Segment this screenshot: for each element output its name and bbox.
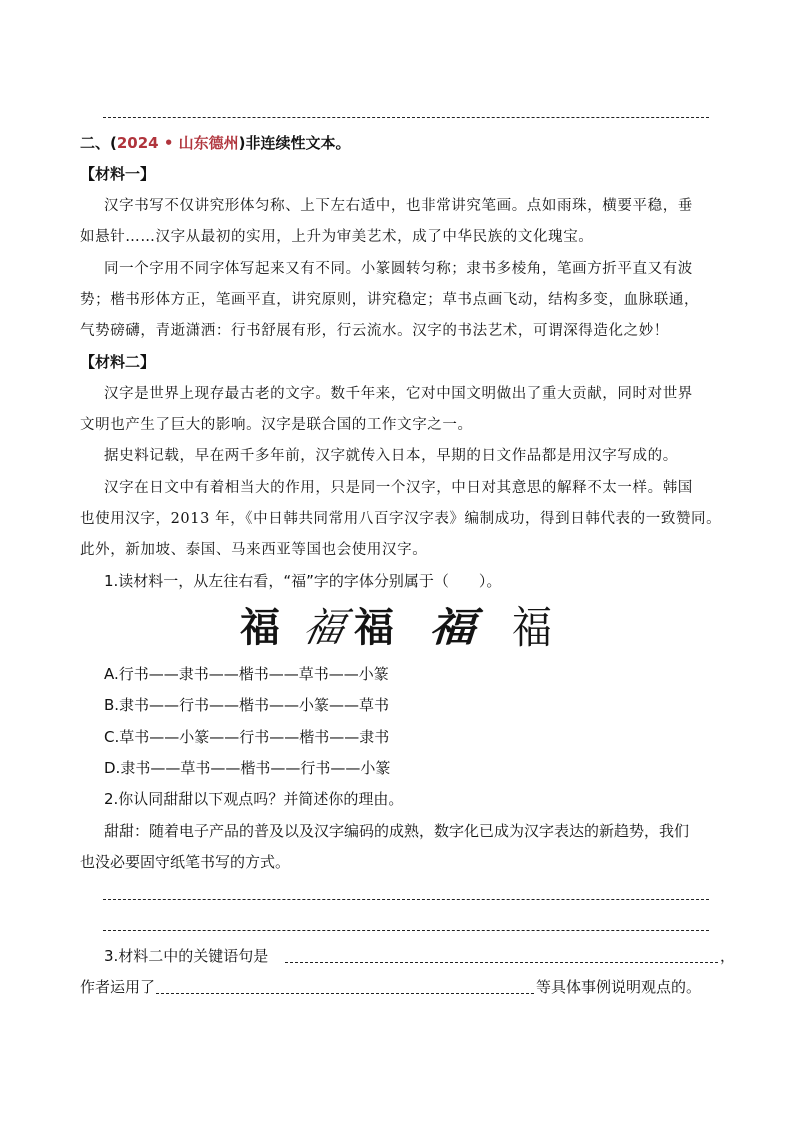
material-one-heading: 【材料一】: [80, 165, 156, 183]
fu-glyph-4: 福: [425, 605, 487, 651]
material-one-paragraph: 同一个字用不同字体写起来又有不同。小篆圆转匀称；隶书多棱角，笔画方折平直又有波: [104, 261, 693, 277]
question-two-quote: 甜甜：随着电子产品的普及以及汉字编码的成熟，数字化已成为汉字表达的新趋势，我们: [104, 822, 690, 840]
answer-line[interactable]: [103, 117, 709, 118]
question-three-comma: ，: [720, 947, 736, 965]
question-two-stem: 2.你认同甜甜以下观点吗？并简述你的理由。: [104, 790, 404, 808]
material-one-paragraph: 汉字书写不仅讲究形体匀称、上下左右适中，也非常讲究笔画。点如雨珠，横要平稳，垂: [104, 198, 693, 214]
section-title: [80, 133, 351, 153]
question-one-stem: 1.读材料一，从左往右看，“福”字的字体分别属于（ ）。: [104, 572, 502, 590]
section-title-prefix: 二、(: [80, 134, 117, 152]
material-two-heading: 【材料二】: [80, 353, 156, 371]
option-c[interactable]: C.草书——小篆——行书——楷书——隶书: [104, 728, 390, 746]
fu-glyph-1: 福: [240, 605, 280, 651]
calligraphy-figure: [236, 604, 566, 652]
question-three-prefix: 3.材料二中的关键语句是: [104, 947, 269, 965]
material-two-paragraph: 也使用汉字，2013 年，《中日韩共同常用八百字汉字表》编制成功，得到日韩代表的一致赞同。: [80, 511, 722, 527]
material-two-paragraph: 文明也产生了巨大的影响。汉字是联合国的工作文字之一。: [80, 417, 473, 433]
answer-blank-key-sentence[interactable]: [285, 962, 718, 963]
option-a[interactable]: A.行书——隶书——楷书——草书——小篆: [104, 665, 389, 683]
fu-glyph-3: 福: [354, 604, 394, 651]
material-one-paragraph: 如悬针……汉字从最初的实用，上升为审美艺术，成了中华民族的文化瑰宝。: [80, 229, 594, 245]
material-two-paragraph: 据史料记载，早在两千多年前，汉字就传入日本，早期的日文作品都是用汉字写成的。: [104, 448, 678, 464]
question-three-line-two-suffix: 等具体事例说明观点的。: [536, 978, 702, 996]
material-one-paragraph: 气势磅礴，青逝潇洒：行书舒展有形，行云流水。汉字的书法艺术，可谓深得造化之妙！: [80, 323, 669, 339]
section-title-suffix: )非连续性文本。: [238, 134, 351, 152]
question-three-line-one: [104, 946, 268, 966]
answer-line[interactable]: [103, 930, 709, 931]
answer-blank-examples[interactable]: [156, 993, 534, 994]
question-two-quote: 也没必要固守纸笔书写的方式。: [80, 853, 291, 871]
material-one-paragraph: 势；楷书形体方正，笔画平直，讲究原则，讲究稳定；草书点画飞动，结构多变，血脉联通，: [80, 292, 700, 308]
fu-glyph-5: 福: [512, 602, 552, 654]
material-two-paragraph: 汉字在日文中有着相当大的作用，只是同一个汉字，中日对其意思的解释不太一样。韩国: [104, 480, 693, 496]
answer-line[interactable]: [103, 899, 709, 900]
source-tag: 2024 • 山东德州: [116, 134, 239, 152]
material-two-paragraph: 汉字是世界上现存最古老的文字。数千年来，它对中国文明做出了重大贡献，同时对世界: [104, 386, 693, 402]
option-b[interactable]: B.隶书——行书——楷书——小篆——草书: [104, 696, 390, 714]
option-d[interactable]: D.隶书——草书——楷书——行书——小篆: [104, 759, 391, 777]
fu-glyph-2: 福: [299, 605, 349, 651]
material-two-paragraph: 此外，新加坡、泰国、马来西亚等国也会使用汉字。: [80, 542, 428, 558]
question-three-line-two-prefix: 作者运用了: [80, 978, 156, 996]
